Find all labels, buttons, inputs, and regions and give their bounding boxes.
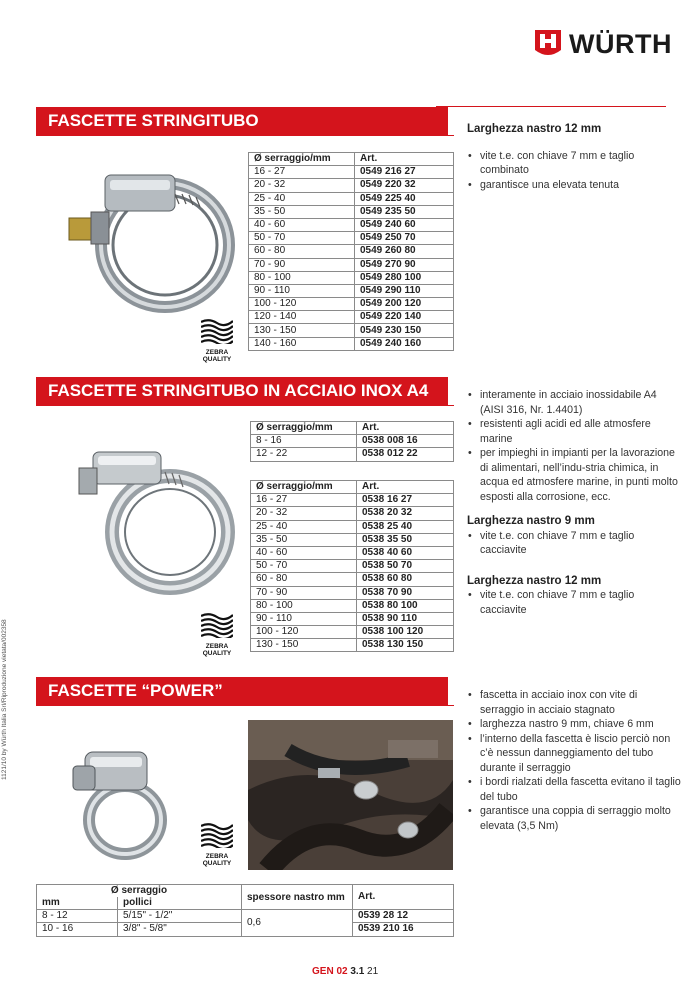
hose-clamp-image-2 xyxy=(65,440,240,600)
table-row xyxy=(251,494,454,507)
table-cell-diameter: 40 - 60 xyxy=(251,546,357,559)
table-row xyxy=(249,271,454,284)
table-cell-art: 0549 280 100 xyxy=(355,271,454,284)
table-cell-diameter: 130 - 150 xyxy=(251,639,357,652)
table-row xyxy=(251,612,454,625)
table-row xyxy=(249,324,454,337)
footer-chapter: 3.1 xyxy=(350,966,365,977)
table-cell-diameter: 140 - 160 xyxy=(249,337,355,350)
table-row xyxy=(251,520,454,533)
table-row xyxy=(249,205,454,218)
col-header-mm: mm xyxy=(37,897,118,910)
zebra-label-2: QUALITY xyxy=(202,650,232,657)
table-cell-art: 0538 35 50 xyxy=(357,533,454,546)
zebra-label-1: ZEBRA xyxy=(205,853,229,860)
table-cell-diameter: 16 - 27 xyxy=(251,494,357,507)
table-row xyxy=(249,311,454,324)
col-header-diameter: Ø serraggio/mm xyxy=(249,153,355,166)
col-header-art: Art. xyxy=(357,422,454,435)
page-footer xyxy=(312,966,378,977)
zebra-label-2: QUALITY xyxy=(202,356,232,363)
zebra-quality-badge xyxy=(201,612,233,657)
table-row xyxy=(249,258,454,271)
section3-bullet: • i bordi rialzati della fascetta evitano il taglio del tubo xyxy=(467,775,682,804)
section1-features xyxy=(467,122,682,192)
section-underline-2 xyxy=(36,405,454,406)
table-cell-art: 0538 70 90 xyxy=(357,586,454,599)
brand-name: WÜRTH xyxy=(569,29,672,59)
section-title-2: FASCETTE STRINGITUBO IN ACCIAIO INOX A4 xyxy=(36,377,448,405)
section2-sub1-heading: Larghezza nastro 9 mm xyxy=(467,515,595,527)
table-cell-art: 0549 225 40 xyxy=(355,192,454,205)
section2-bullet: • resistenti agli acidi ed alle atmosfere marine xyxy=(467,417,682,446)
table-cell-diameter: 35 - 50 xyxy=(249,205,355,218)
table-cell-art: 0538 16 27 xyxy=(357,494,454,507)
section-title-1: FASCETTE STRINGITUBO xyxy=(36,107,448,135)
zebra-label-1: ZEBRA xyxy=(205,349,229,356)
table-cell-diameter: 50 - 70 xyxy=(251,560,357,573)
table-cell-diameter: 90 - 110 xyxy=(251,612,357,625)
table-cell-art: 0538 130 150 xyxy=(357,639,454,652)
table-cell-art: 0538 25 40 xyxy=(357,520,454,533)
section3-table xyxy=(36,884,454,937)
section1-table xyxy=(248,152,454,351)
table-cell-diameter: 40 - 60 xyxy=(249,218,355,231)
table-cell-mm: 10 - 16 xyxy=(37,923,118,936)
table-cell-art: 0549 220 140 xyxy=(355,311,454,324)
section2-bullet: • per impieghi in impianti per la lavorazione di alimentari, nell’indu-stria chimica, in acqua ed atmosfere marine, in punti molto esposti alla corrosione, ecc. xyxy=(467,446,682,504)
section1-side-heading: Larghezza nastro 12 mm xyxy=(467,123,602,135)
section-rule-1 xyxy=(436,106,666,107)
table-cell-diameter: 50 - 70 xyxy=(249,232,355,245)
section2-sub2-bullet: • vite t.e. con chiave 7 mm e taglio cacciavite xyxy=(467,588,682,617)
table-row xyxy=(251,626,454,639)
table-cell-art: 0549 240 60 xyxy=(355,218,454,231)
table-cell-diameter: 90 - 110 xyxy=(249,284,355,297)
table-cell-diameter: 8 - 16 xyxy=(251,435,357,448)
table-cell-art: 0538 012 22 xyxy=(357,448,454,461)
table-cell-diameter: 25 - 40 xyxy=(249,192,355,205)
footer-gen: GEN 02 xyxy=(312,966,348,977)
table-row xyxy=(251,448,454,461)
table-cell-art: 0549 270 90 xyxy=(355,258,454,271)
section3-bullet: • garantisce una coppia di serraggio molto elevata (3,5 Nm) xyxy=(467,804,682,833)
table-cell-diameter: 20 - 32 xyxy=(251,507,357,520)
section2-table-b xyxy=(250,480,454,652)
table-cell-art: 0538 80 100 xyxy=(357,599,454,612)
table-cell-art: 0549 240 160 xyxy=(355,337,454,350)
wurth-logo-icon xyxy=(533,28,563,60)
table-cell-art: 0549 230 150 xyxy=(355,324,454,337)
table-cell-art: 0549 220 32 xyxy=(355,179,454,192)
table-row xyxy=(249,166,454,179)
section3-features xyxy=(467,688,682,833)
table-row xyxy=(251,573,454,586)
table-cell-inch: 3/8" - 5/8" xyxy=(118,923,242,936)
engine-application-photo xyxy=(248,720,453,870)
section-underline-1 xyxy=(36,135,454,136)
table-cell-art: 0538 90 110 xyxy=(357,612,454,625)
table-cell-art: 0538 20 32 xyxy=(357,507,454,520)
table-row xyxy=(251,533,454,546)
section-underline-3 xyxy=(36,705,454,706)
table-cell-art: 0538 60 80 xyxy=(357,573,454,586)
table-cell-diameter: 100 - 120 xyxy=(249,298,355,311)
table-cell-diameter: 120 - 140 xyxy=(249,311,355,324)
wurth-logo xyxy=(533,28,672,60)
hose-clamp-image-1 xyxy=(55,150,235,320)
table-cell-diameter: 20 - 32 xyxy=(249,179,355,192)
table-cell-art: 0539 28 12 xyxy=(353,910,454,923)
col-header-diameter: Ø serraggio/mm xyxy=(251,422,357,435)
table-cell-diameter: 12 - 22 xyxy=(251,448,357,461)
footer-page-number: 21 xyxy=(367,966,379,977)
table-row xyxy=(249,337,454,350)
table-cell-diameter: 70 - 90 xyxy=(249,258,355,271)
col-header-thickness: spessore nastro mm xyxy=(242,885,353,910)
table-cell-diameter: 25 - 40 xyxy=(251,520,357,533)
zebra-icon xyxy=(201,822,233,848)
table-cell-diameter: 80 - 100 xyxy=(249,271,355,284)
section2-sub2-heading: Larghezza nastro 12 mm xyxy=(467,574,602,587)
table-cell-diameter: 35 - 50 xyxy=(251,533,357,546)
table-row xyxy=(249,192,454,205)
table-cell-diameter: 16 - 27 xyxy=(249,166,355,179)
table-cell-diameter: 80 - 100 xyxy=(251,599,357,612)
section2-sub1-bullet: • vite t.e. con chiave 7 mm e taglio cacciavite xyxy=(467,529,682,558)
table-cell-art: 0549 290 110 xyxy=(355,284,454,297)
table-cell-art: 0538 008 16 xyxy=(357,435,454,448)
table-row xyxy=(251,546,454,559)
col-header-diameter-group: Ø serraggio xyxy=(37,885,242,898)
section3-bullet: • fascetta in acciaio inox con vite di serraggio in acciaio stagnato xyxy=(467,688,682,717)
table-row xyxy=(251,507,454,520)
zebra-quality-badge xyxy=(201,822,233,867)
table-cell-diameter: 130 - 150 xyxy=(249,324,355,337)
zebra-icon xyxy=(201,318,233,344)
table-cell-inch: 5/15" - 1/2" xyxy=(118,910,242,923)
col-header-art: Art. xyxy=(357,481,454,494)
zebra-label-2: QUALITY xyxy=(202,860,232,867)
section3-bullet: • l’interno della fascetta è liscio perciò non c’è nessun danneggiamento del tubo durante il serraggio xyxy=(467,732,682,776)
table-cell-art: 0549 235 50 xyxy=(355,205,454,218)
table-cell-art: 0539 210 16 xyxy=(353,923,454,936)
table-row xyxy=(249,232,454,245)
table-cell-art: 0549 200 120 xyxy=(355,298,454,311)
table-cell-diameter: 60 - 80 xyxy=(249,245,355,258)
table-row xyxy=(249,179,454,192)
section2-features xyxy=(467,388,682,617)
zebra-label-1: ZEBRA xyxy=(205,643,229,650)
table-cell-art: 0549 216 27 xyxy=(355,166,454,179)
copyright-side-note: 1121/10 by Würth Italia Srl/Riproduzione vietata/002358 xyxy=(1,619,8,780)
table-cell-art: 0549 250 70 xyxy=(355,232,454,245)
table-cell-art: 0538 50 70 xyxy=(357,560,454,573)
table-row xyxy=(251,599,454,612)
table-cell-diameter: 70 - 90 xyxy=(251,586,357,599)
col-header-art: Art. xyxy=(353,885,454,910)
table-row xyxy=(251,435,454,448)
table-cell-diameter: 100 - 120 xyxy=(251,626,357,639)
zebra-icon xyxy=(201,612,233,638)
section-title-3: FASCETTE “POWER” xyxy=(36,677,448,705)
section2-bullet: • interamente in acciaio inossidabile A4 (AISI 316, Nr. 1.4401) xyxy=(467,388,682,417)
table-row xyxy=(251,639,454,652)
section1-bullet: • vite t.e. con chiave 7 mm e taglio combinato xyxy=(467,149,682,178)
hose-clamp-image-3 xyxy=(65,742,175,860)
table-cell-art: 0549 260 80 xyxy=(355,245,454,258)
section2-table-a xyxy=(250,421,454,462)
section1-bullet: • garantisce una elevata tenuta xyxy=(467,178,682,193)
table-cell-mm: 8 - 12 xyxy=(37,910,118,923)
table-row xyxy=(249,284,454,297)
col-header-art: Art. xyxy=(355,153,454,166)
col-header-diameter: Ø serraggio/mm xyxy=(251,481,357,494)
table-row xyxy=(249,218,454,231)
table-row xyxy=(251,560,454,573)
table-row xyxy=(249,245,454,258)
section3-bullet: • larghezza nastro 9 mm, chiave 6 mm xyxy=(467,717,682,732)
table-row xyxy=(251,586,454,599)
table-cell-thickness: 0,6 xyxy=(242,910,353,936)
table-cell-diameter: 60 - 80 xyxy=(251,573,357,586)
table-row xyxy=(249,298,454,311)
table-cell-art: 0538 40 60 xyxy=(357,546,454,559)
table-cell-art: 0538 100 120 xyxy=(357,626,454,639)
zebra-quality-badge xyxy=(201,318,233,363)
col-header-inch: pollici xyxy=(118,897,242,910)
